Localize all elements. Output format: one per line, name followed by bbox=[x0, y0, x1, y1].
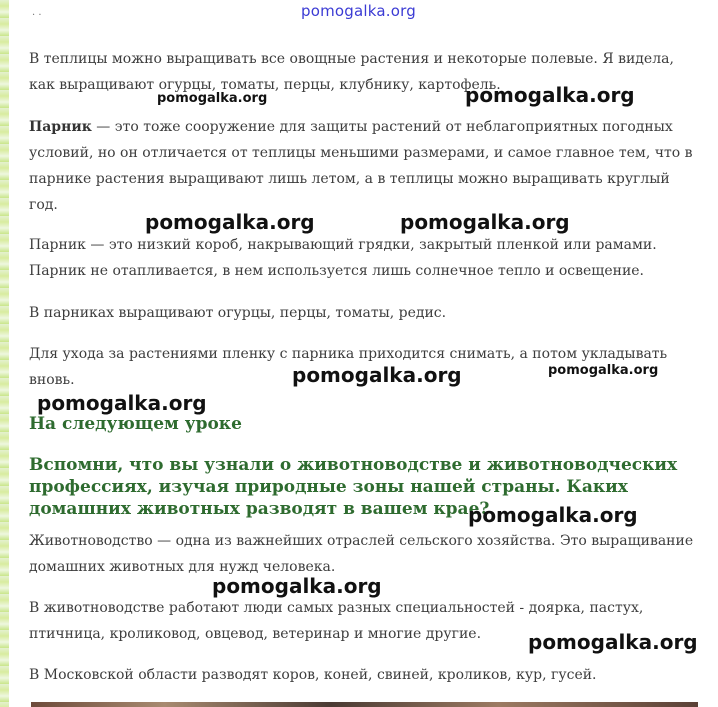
watermark: pomogalka.org bbox=[528, 630, 698, 654]
term-hotbed: Парник bbox=[29, 119, 92, 135]
watermark: pomogalka.org bbox=[548, 363, 659, 378]
watermark: pomogalka.org bbox=[465, 83, 635, 107]
paragraph-hotbed-definition bbox=[29, 114, 699, 218]
paragraph-hotbed-crops: В парниках выращивают огурцы, перцы, томаты, редис. bbox=[29, 305, 447, 321]
paragraph-hotbed-care: Для ухода за растениями пленку с парника приходится снимать, а потом укладывать вновь. bbox=[29, 346, 668, 388]
watermark: pomogalka.org bbox=[145, 210, 315, 234]
watermark: pomogalka.org bbox=[400, 210, 570, 234]
paragraph-hotbed-structure: Парник — это низкий короб, накрывающий грядки, закрытый пленкой или рамами. Парник не отапливается, в нем используется лишь солнечное тепло и освещение. bbox=[29, 237, 657, 279]
paragraph-livestock-definition: Животноводство — одна из важнейших отраслей сельского хозяйства. Это выращивание домашних животных для нужд человека. bbox=[29, 533, 694, 575]
bottom-image-strip bbox=[31, 702, 698, 707]
watermark: pomogalka.org bbox=[212, 574, 382, 598]
paragraph-moscow-region-animals: В Московской области разводят коров, коней, свиней, кроликов, кур, гусей. bbox=[29, 667, 597, 683]
site-header-watermark[interactable]: pomogalka.org bbox=[301, 2, 416, 20]
paragraph-greenhouse-crops: В теплицы можно выращивать все овощные растения и некоторые полевые. Я видела, как выращивают огурцы, томаты, перцы, клубнику, картофель. bbox=[29, 51, 674, 93]
watermark: pomogalka.org bbox=[37, 391, 207, 415]
paragraph-livestock-professions: В животноводстве работают люди самых разных специальностей - доярка, пастух, птичница, кроликовод, овцевод, ветеринар и многие другие. bbox=[29, 600, 644, 642]
heading-next-lesson: На следующем уроке bbox=[29, 414, 242, 434]
left-decorative-edge bbox=[0, 0, 9, 707]
top-cut-text: · · bbox=[32, 10, 42, 21]
watermark: pomogalka.org bbox=[157, 91, 268, 106]
heading-question: Вспомни, что вы узнали о животноводстве и животноводческих профессиях, изучая природные зоны нашей страны. Каких домашних животных разводят в вашем крае? bbox=[29, 455, 678, 519]
hotbed-definition-text: — это тоже сооружение для защиты растений от неблагоприятных погодных условий, но он отличается от теплицы меньшими размерами, и самое главное тем, что в парнике растения выращивают лишь летом, а в теплицы можно выращивать круглый год. bbox=[29, 119, 693, 213]
watermark: pomogalka.org bbox=[468, 503, 638, 527]
watermark: pomogalka.org bbox=[292, 363, 462, 387]
